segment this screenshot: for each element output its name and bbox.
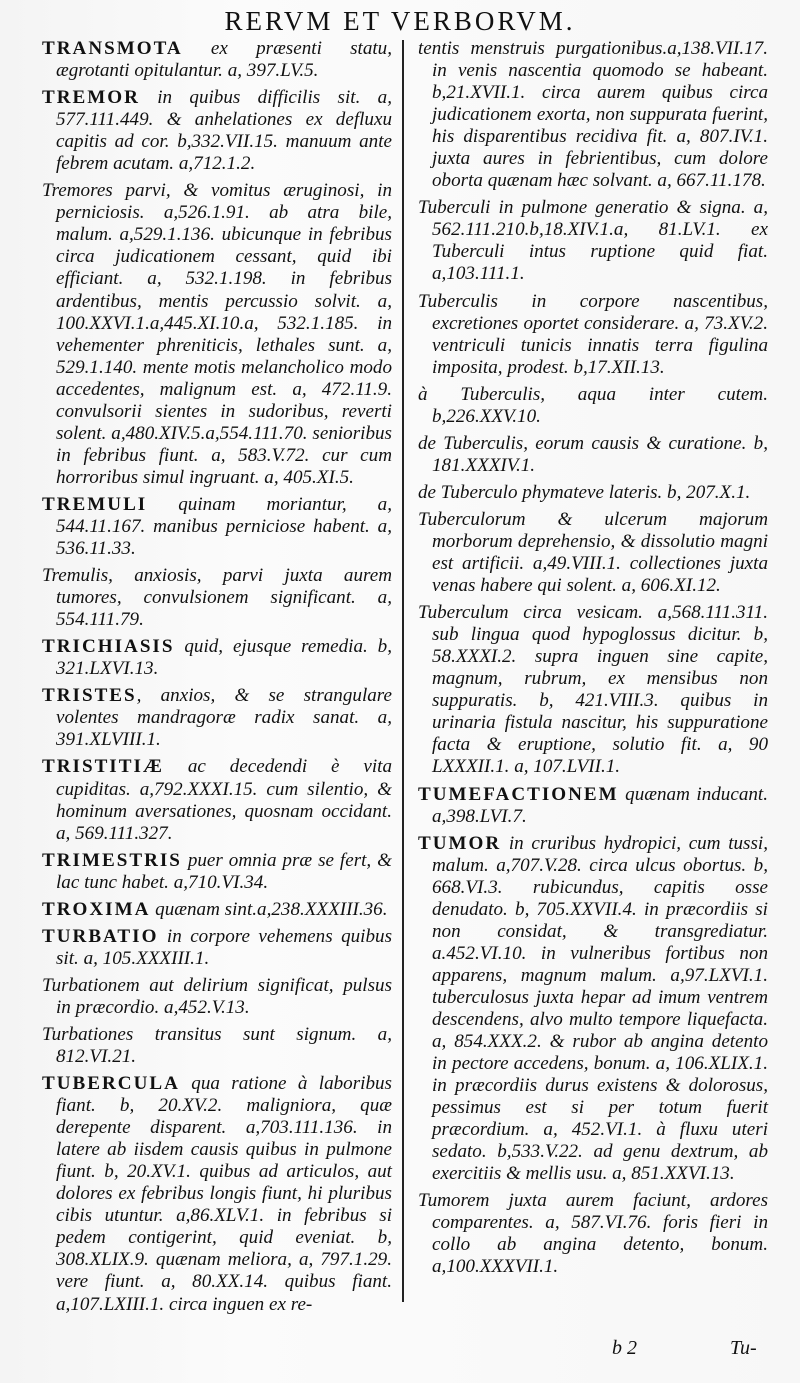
entry-text: ex præsenti statu, ægrotanti opitulantur. a, 397.LV.5. xyxy=(56,38,392,82)
entry-text: in corpore vehemens quibus sit. a, 105.XXXIII.1. xyxy=(56,925,392,969)
catchword: Tu- xyxy=(730,1337,757,1359)
index-entry xyxy=(418,784,768,828)
entry-headword: TURBATIO xyxy=(42,925,159,947)
index-entry xyxy=(42,180,392,489)
index-entry xyxy=(418,509,768,597)
entry-text: de Tuberculo phymateve lateris. b, 207.X.1. xyxy=(418,481,751,503)
index-entry xyxy=(418,602,768,778)
entry-text: quinam moriantur, a, 544.11.167. manibus perniciose habent. a, 536.11.33. xyxy=(56,493,392,560)
entry-text: in quibus difficilis sit. a, 577.111.449. & anhelationes ex defluxu capitis ad cor. b,332.VII.15. manuum ante febrem acutam. a,712.1.2. xyxy=(56,87,392,175)
index-entry xyxy=(42,87,392,175)
entry-headword: TRANSMOTA xyxy=(42,38,183,59)
entry-text: Tuberculis in corpore nascentibus, excretiones oportet considerare. a, 73.XV.2. ventriculi tunicis innatis terra figulina imposita, prodest. b,17.XII.13. xyxy=(418,290,768,378)
entry-text: Tuberculum circa vesicam. a,568.111.311. sub lingua quod hypoglossus dicitur. b, 58.XXXI.2. supra inguen sine capite, magnum, rubrum, ex mensibus non suppuratis. b, 421.VIII.3. quibus in urinaria fistula nascitur, his suppuratione facta & eruptione, solutio fit. a, 90 LXXXII.1. a, 107.LVII.1. xyxy=(418,602,768,778)
entry-text: à Tuberculis, aqua inter cutem. b,226.XXV.10. xyxy=(418,383,768,427)
running-header: RERVM ET VERBORVM. xyxy=(224,6,576,36)
entry-text: in cruribus hydropici, cum tussi, malum. a,707.V.28. circa ulcus obortus. b, 668.VI.3. rubicundus, capitis osse denudato. b, 705.XXVII.4. in præcordiis si non considat, & transgrediatur. a.452.VI.10. in vulneribus fortibus non apparens, magnum malum. a,97.LXVI.1. tuberculosus juxta hepar ad imum ventrem descendens, alvo multo tempore liquefacta. a, 854.XXX.2. & rubor ab angina detento in pectore accedens, bonum. a, 106.XLIX.1. in præcordiis durus existens & dolorosus, pessimus est si per totum fuerit præcordium. a, 452.VI.1. à fluxu uteri sedato. b,533.V.22. ad genu dextrum, ab exercitiis & mellis usu. a, 851.XXVI.13. xyxy=(432,832,768,1185)
index-entry xyxy=(42,926,392,970)
entry-text: Tuberculorum & ulcerum majorum morborum deprehensio, & dissolutio magni est artificii. a,49.VIII.1. collectiones juxta venas habere qui solent. a, 606.XI.12. xyxy=(418,508,768,597)
index-entry xyxy=(418,1190,768,1278)
entry-headword: TRISTES xyxy=(42,685,137,707)
left-column xyxy=(42,38,392,1321)
entry-headword: TRISTITIÆ xyxy=(42,756,164,778)
index-entry xyxy=(42,38,392,82)
index-entry xyxy=(42,1073,392,1316)
index-entry xyxy=(418,482,768,504)
entry-text: de Tuberculis, eorum causis & curatione. b, 181.XXXIV.1. xyxy=(418,432,768,476)
index-entry xyxy=(42,1024,392,1068)
index-entry xyxy=(418,291,768,379)
entry-headword: TUBERCULA xyxy=(42,1073,180,1095)
index-entry xyxy=(42,850,392,894)
index-entry xyxy=(42,494,392,560)
index-entry xyxy=(42,756,392,844)
index-entry xyxy=(42,975,392,1019)
index-entry xyxy=(418,38,768,192)
entry-text: Turbationem aut delirium significat, pulsus in præcordio. a,452.V.13. xyxy=(42,974,392,1018)
entry-headword: TUMEFACTIONEM xyxy=(418,783,619,805)
index-entry xyxy=(42,685,392,751)
entry-text: qua ratione à laboribus fiant. b, 20.XV.2. maligniora, quæ derepente disparent. a,703.111.136. in latere ab iisdem causis quibus in pulmone fiunt. b, 20.XV.1. quibus ad articulos, aut dolores ex febribus longis fiunt, hi pluribus cibis utuntur. a,86.XLV.1. in febribus si pedem contigerint, quid eveniat. b, 308.XLIX.9. quænam meliora, a, 797.1.29. vere fiunt. a, 80.XX.14. quibus fiant. a,107.LXIII.1. circa inguen ex re- xyxy=(56,1073,392,1315)
entry-text: ac decedendi è vita cupiditas. a,792.XXXI.15. cum silentio, & hominum aversationes, quosnam occidant. a, 569.111.327. xyxy=(56,756,392,844)
entry-headword: TREMULI xyxy=(42,493,148,515)
entry-text: quænam inducant. a,398.LVI.7. xyxy=(432,783,768,827)
entry-text: Tuberculi in pulmone generatio & signa. a, 562.111.210.b,18.XIV.1.a, 81.LV.1. ex Tuberculi intus ruptione quid fiat. a,103.111.1. xyxy=(418,197,768,285)
index-entry xyxy=(418,833,768,1186)
entry-headword: TREMOR xyxy=(42,87,140,109)
index-entry xyxy=(42,899,392,921)
signature-mark: b 2 xyxy=(612,1337,637,1359)
entry-text: tentis menstruis purgationibus.a,138.VII.17. in venis nascentia quomodo se habeant. b,21.XVII.1. circa aurem quibus circa judicationem exorta, non suppurata fuerint, his disparentibus recidiva fit. a, 807.IV.1. juxta aures in febrientibus, cum dolore oborta quænam hæc solvant. a, 667.11.178. xyxy=(418,38,768,192)
right-column xyxy=(418,38,768,1284)
index-entry xyxy=(42,565,392,631)
index-entry xyxy=(418,197,768,285)
entry-text: Tumorem juxta aurem faciunt, ardores comparentes. a, 587.VI.76. foris fieri in collo ab angina detento, bonum. a,100.XXXVII.1. xyxy=(418,1190,768,1278)
entry-headword: TUMOR xyxy=(418,832,502,854)
index-entry xyxy=(418,433,768,477)
entry-headword: TRIMESTRIS xyxy=(42,849,182,871)
entry-text: puer omnia præ se fert, & lac tunc habet. a,710.VI.34. xyxy=(56,849,392,893)
entry-text: Tremulis, anxiosis, parvi juxta aurem tumores, convulsionem significant. a, 554.111.79. xyxy=(42,565,392,631)
index-entry xyxy=(418,384,768,428)
entry-headword: TRICHIASIS xyxy=(42,636,175,658)
entry-text: Turbationes transitus sunt signum. a, 812.VI.21. xyxy=(42,1023,392,1068)
entry-text: , anxios, & se strangulare volentes mandragoræ radix sanat. a, 391.XLVIII.1. xyxy=(56,685,392,751)
index-entry xyxy=(42,636,392,680)
entry-text: quænam sint.a,238.XXXIII.36. xyxy=(150,898,388,920)
column-divider xyxy=(402,40,404,1302)
entry-headword: TROXIMA xyxy=(42,898,151,920)
entry-text: Tremores parvi, & vomitus æruginosi, in perniciosis. a,526.1.91. ab atra bile, malum. a,529.1.136. ubicunque in febribus circa judicationem cessant, quid ibi efficiant. a, 532.1.198. in febribus ardentibus, mentis percussio solvit. a, 100.XXVI.1.a,445.XI.10.a, 532.1.185. in vehementer phreniticis, lethales sunt. a, 529.1.140. mente motis melancholico modo accedentes, malignum est. a, 472.11.9. convulsorii sientes in sudoribus, reverti solent. a,480.XIV.5.a,554.111.70. senioribus in febribus fiunt. a, 583.V.72. cur cum horroribus simul ingruant. a, 405.XI.5. xyxy=(42,180,392,488)
entry-text: quid, ejusque remedia. b, 321.LXVI.13. xyxy=(56,636,392,680)
